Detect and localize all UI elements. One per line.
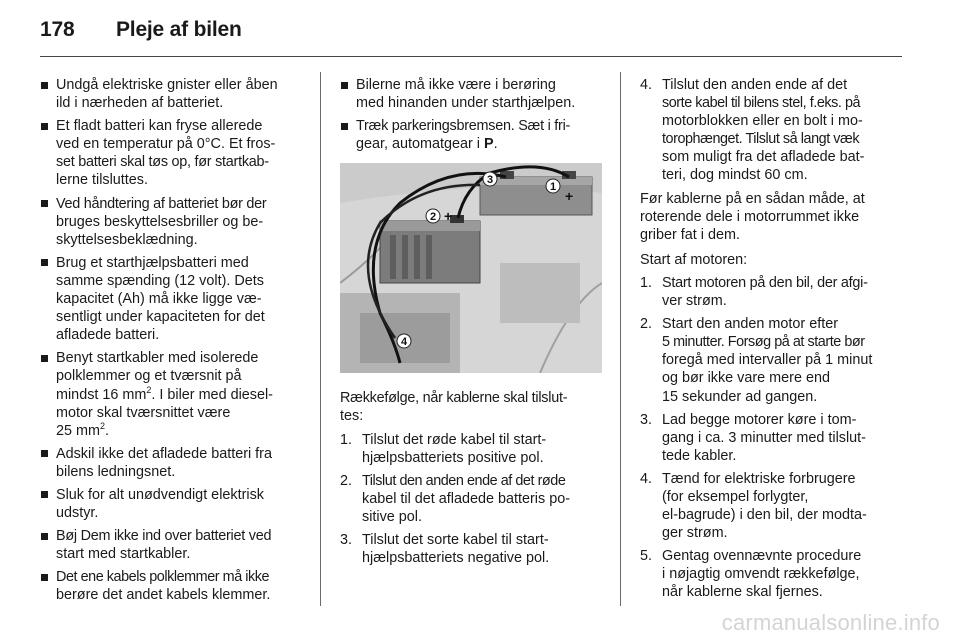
text-line: skyttelsesbeklædning.	[56, 231, 198, 248]
text-line: samme spænding (12 volt). Dets	[56, 272, 264, 289]
text-line: 5 minutter. Forsøg på at starte bør	[662, 334, 865, 351]
text-line: teri, dog mindst 60 cm.	[662, 167, 808, 184]
callout-number: 3	[486, 174, 494, 187]
svg-text:+: +	[444, 208, 453, 225]
text-line: Start motoren på den bil, der afgi-	[662, 274, 868, 291]
text-line: Et fladt batteri kan fryse allerede	[56, 118, 263, 135]
text-line: Ved håndtering af batteriet bør der	[56, 195, 267, 212]
text-line: ved en temperatur på 0°C. Et fros-	[56, 136, 276, 153]
text-line: Det ene kabels polklemmer må ikke	[56, 569, 270, 586]
text-line: start med startkabler.	[56, 546, 191, 563]
text-line: Start af motoren:	[640, 251, 748, 268]
list-item	[340, 431, 606, 467]
text-line: Sluk for alt unødvendigt elektrisk	[56, 486, 264, 503]
cable-routing-paragraph	[640, 190, 910, 244]
text-line: berøre det andet kabels klemmer.	[56, 587, 271, 604]
text-line: (for eksempel forlygter,	[662, 488, 809, 505]
safety-bullet-list	[40, 76, 306, 605]
header-rule	[40, 56, 902, 57]
list-item	[40, 445, 306, 481]
text-line: gang i ca. 3 minutter med tilslut-	[662, 429, 866, 446]
text-line: polklemmer og et tværsnit på	[56, 368, 242, 385]
page-title: Pleje af bilen	[116, 18, 242, 41]
callout-4	[397, 334, 411, 348]
text-line: Benyt startkabler med isolerede	[56, 350, 259, 367]
text-line: ger strøm.	[662, 525, 728, 542]
text-line: Tilslut det røde kabel til start-	[362, 431, 547, 448]
callout-number: 2	[429, 211, 437, 224]
list-item	[40, 254, 306, 344]
text-line: tede kabler.	[662, 447, 737, 464]
column-separator-2	[620, 72, 621, 606]
list-item	[640, 315, 910, 405]
list-item	[340, 117, 606, 153]
text-line: bruges beskyttelsesbriller og be-	[56, 213, 264, 230]
connection-step-4	[640, 76, 910, 185]
list-item	[640, 274, 910, 310]
text-line: ver strøm.	[662, 293, 727, 310]
step-number: 3.	[340, 532, 353, 549]
superscript: 2	[146, 384, 152, 395]
text-line: sitive pol.	[362, 508, 422, 525]
text-line: Gentag ovennævnte procedure	[662, 548, 862, 565]
start-engine-steps	[640, 274, 910, 602]
text-line: hjælpsbatteriets negative pol.	[362, 550, 550, 567]
page-header	[40, 18, 242, 42]
text-span: .	[105, 422, 109, 439]
start-engine-heading	[640, 251, 910, 269]
text-line: Bøj Dem ikke ind over batteriet ved	[56, 528, 272, 545]
callout-number: 1	[549, 181, 557, 194]
list-item	[640, 76, 910, 185]
column-1	[40, 76, 306, 610]
engine-bay-jump-start-illustration	[340, 163, 602, 373]
list-item	[340, 76, 606, 112]
text-line: 15 sekunder ad gangen.	[662, 388, 818, 405]
text-line: Lad begge motorer køre i tom-	[662, 411, 857, 428]
text-line: kapacitet (Ah) må ikke ligge væ-	[56, 291, 262, 308]
engine-bay-drawing	[340, 163, 602, 373]
text-line: Træk parkeringsbremsen. Sæt i fri-	[356, 118, 571, 135]
preparation-bullet-list	[340, 76, 606, 153]
text-line: Tilslut det sorte kabel til start-	[362, 532, 549, 549]
step-number: 1.	[340, 431, 353, 448]
text-line: Tænd for elektriske forbrugere	[662, 470, 856, 487]
list-item	[640, 470, 910, 542]
text-span: .	[493, 136, 498, 153]
text-span: . I biler med diesel-	[151, 386, 273, 403]
text-line: foregå med intervaller på 1 minut	[662, 352, 873, 369]
watermark: carmanualsonline.info	[721, 610, 940, 635]
text-line: med hinanden under starthjælpen.	[356, 95, 576, 112]
callout-3	[483, 172, 497, 186]
text-line: Undgå elektriske gnister eller åben	[56, 77, 278, 93]
list-item	[40, 527, 306, 563]
text-line: bilens ledningsnet.	[56, 463, 176, 480]
page-number: 178	[40, 18, 75, 41]
text-line: motorblokken eller en bolt i mo-	[662, 113, 863, 130]
list-item	[340, 531, 606, 567]
list-item	[40, 349, 306, 439]
text-line: som muligt fra det afladede bat-	[662, 149, 865, 166]
text-span: 25 mm	[56, 422, 100, 439]
list-item	[340, 472, 606, 526]
text-line: afladede batteri.	[56, 327, 160, 344]
list-item	[40, 195, 306, 249]
text-line: og bør ikke vare mere end	[662, 370, 830, 387]
text-line: i nøjagtig omvendt rækkefølge,	[662, 566, 860, 583]
text-line: når kablerne skal fjernes.	[662, 584, 823, 601]
step-number: 4.	[640, 470, 653, 487]
text-span: gear, automatgear i	[356, 136, 484, 153]
text-line: set batteri skal tøs op, før startkab-	[56, 154, 269, 171]
step-number: 4.	[640, 77, 653, 93]
text-line: sentligt under kapaciteten for det	[56, 309, 265, 326]
text-line	[56, 422, 306, 440]
text-line: el-bagrude) i den bil, der modta-	[662, 507, 867, 524]
step-number: 2.	[340, 472, 353, 489]
text-line: sorte kabel til bilens stel, f.eks. på	[662, 95, 861, 112]
step-number: 5.	[640, 548, 653, 565]
column-2	[340, 76, 606, 572]
text-line: Bilerne må ikke være i berøring	[356, 77, 556, 93]
discharged-battery	[380, 215, 480, 283]
text-line: Brug et starthjælpsbatteri med	[56, 254, 249, 271]
text-line: griber fat i dem.	[640, 226, 740, 243]
gear-p-label: P	[484, 136, 494, 153]
text-line	[56, 386, 306, 404]
step-number: 3.	[640, 411, 653, 428]
list-item	[40, 486, 306, 522]
text-line: udstyr.	[56, 505, 99, 522]
step-number: 2.	[640, 316, 653, 333]
text-line: Rækkefølge, når kablerne skal tilslut-	[340, 390, 568, 407]
column-separator-1	[320, 72, 321, 606]
text-line: Før kablerne på en sådan måde, at	[640, 190, 865, 207]
text-line: motor skal tværsnittet være	[56, 404, 231, 421]
connection-order-intro	[340, 389, 606, 425]
text-line: hjælpsbatteriets positive pol.	[362, 449, 544, 466]
text-line: kabel til det afladede batteris po-	[362, 490, 570, 507]
text-line: Adskil ikke det afladede batteri fra	[56, 445, 272, 462]
step-number: 1.	[640, 274, 653, 291]
text-line	[356, 135, 606, 153]
text-line: Tilslut den anden ende af det	[662, 77, 848, 93]
column-3	[640, 76, 910, 607]
superscript: 2	[99, 420, 105, 431]
text-line: lerne tilsluttes.	[56, 172, 148, 189]
connection-steps	[340, 431, 606, 568]
text-line: roterende dele i motorrummet ikke	[640, 208, 860, 225]
text-line: tes:	[340, 408, 364, 425]
list-item	[40, 117, 306, 189]
list-item	[40, 568, 306, 604]
text-line: Start den anden motor efter	[662, 316, 838, 333]
text-line: torophænget. Tilslut så langt væk	[662, 131, 860, 148]
text-line: Tilslut den anden ende af det røde	[362, 472, 566, 489]
text-span: mindst 16 mm	[56, 386, 147, 403]
svg-text:+: +	[565, 188, 574, 205]
list-item	[40, 76, 306, 112]
list-item	[640, 547, 910, 601]
list-item	[640, 411, 910, 465]
text-line: ild i nærheden af batteriet.	[56, 95, 224, 112]
callout-number: 4	[400, 336, 408, 349]
